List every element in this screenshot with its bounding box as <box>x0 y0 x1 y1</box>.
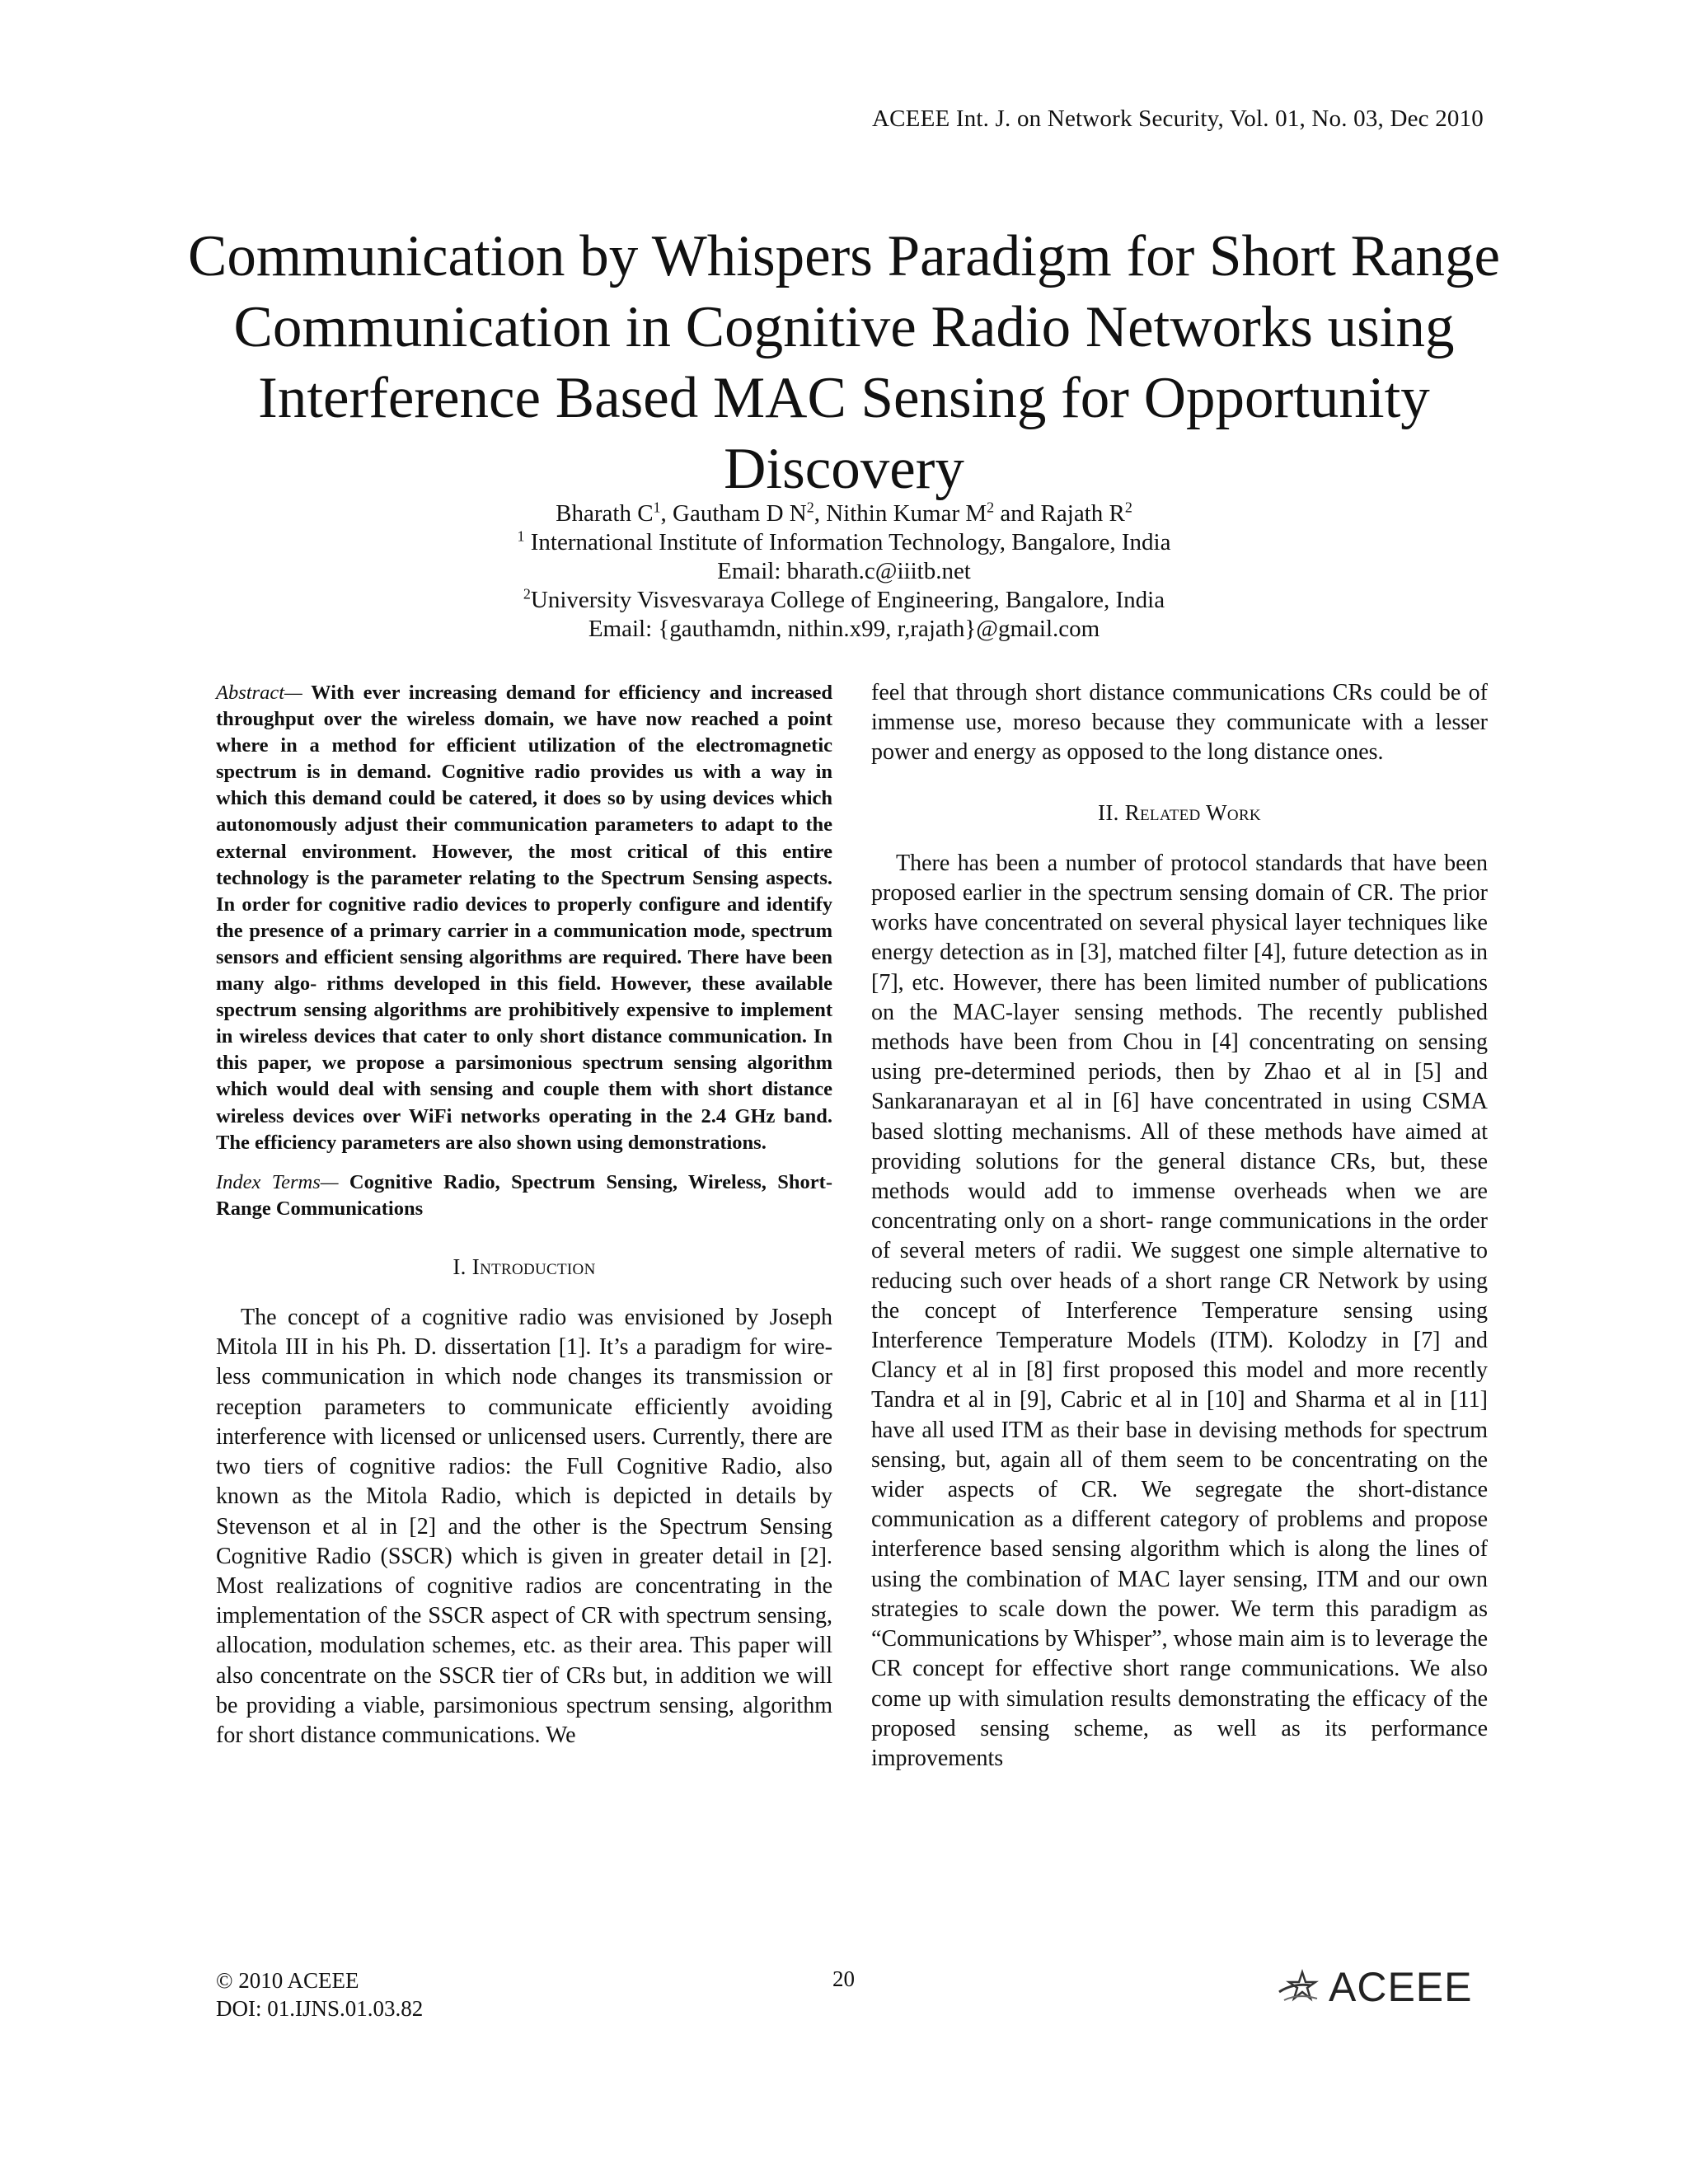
footer-info <box>216 1966 423 2022</box>
star-swoosh-icon <box>1278 1967 1329 2007</box>
aceee-logo <box>1278 1964 1473 2010</box>
author-name: , Gautham D N <box>660 500 807 527</box>
right-column <box>871 678 1488 1774</box>
affiliation-marker: 1 <box>517 527 525 545</box>
page-number: 20 <box>832 1966 855 1991</box>
logo-text: ACEEE <box>1329 1964 1473 2010</box>
affiliation-2: $^2$University Visvesvaraya College of Engineering, Bangalore, India <box>523 585 1165 613</box>
index-terms-text: Cognitive Radio, Spectrum Sensing, Wireless, Short-Range Communications <box>216 1170 832 1220</box>
abstract-text: With ever increasing demand for efficiency and increased throughput over the wireless domain, we have now reached a point where in a method for efficient utilization of the electromagnetic spectrum is in demand. Cognitive radio provides us with a way in which this demand could be catered, it does so by using devices which autonomously adjust their communication parameters to adapt to the external environment. However, the most critical of this entire technology is the parameter relating to the Spectrum Sensing aspects. In order for cognitive radio devices to properly configure and identify the presence of a primary carrier in a communication mode, spectrum sensors and efficient sensing algorithms are required. There have been many algo- rithms developed in this field. However, these available spectrum sensing algorithms are prohibitively expensive to implement in wireless devices that cater to only short distance communication. In this paper, we propose a parsimonious spectrum sensing algorithm which would deal with sensing and couple them with short distance wireless devices over WiFi networks operating in the 2.4 GHz band. The efficiency parameters are also shown using demonstrations. <box>216 682 832 1154</box>
affiliation-marker: 1 <box>653 499 661 516</box>
related-work-paragraph: There has been a number of protocol standards that have been proposed earlier in the spectrum sensing domain of CR. The prior works have concentrated on several physical layer techniques like energy detection as in [3], matched filter [4], future detection as in [7], etc. However, there has been limited number of publications on the MAC-layer sensing methods. The recently published methods have been from Chou in [4] concentrating on sensing using pre-determined periods, then by Zhao et al in [5] and Sankaranarayan et al in [6] have concentrated in using CSMA based slotting mechanisms. All of these methods have aimed at providing solutions for the general distance CRs, but, these methods would add to immense overheads when we are concentrating only on a short- range communications in the order of several meters of radii. We suggest one simple alternative to reducing such over heads of a short range CR Network by using the concept of Interference Temperature sensing using Interference Temperature Models (ITM). Kolodzy in [7] and Clancy et al in [8] first proposed this model and more recently Tandra et al in [9], Cabric et al in [10] and Sharma et al in [11] have all used ITM as their base in devising methods for spectrum sensing, but, again all of them seem to be concentrating on the wider aspects of CR. We segregate the short-distance communication as a different category of problems and propose interference based sensing algorithm which is along the lines of using the combination of MAC layer sensing, ITM and our own strategies to scale down the power. We term this paradigm as “Communications by Whisper”, whose main aim is to leverage the CR concept for effective short range communications. We also come up with simulation results demonstrating the efficacy of the proposed sensing scheme, as well as its performance improvements <box>871 850 1488 1771</box>
journal-header: ACEEE Int. J. on Network Security, Vol. 01, No. 03, Dec 2010 <box>871 105 1484 132</box>
affiliation-marker: 2 <box>806 499 814 516</box>
index-terms-label: Index Terms— <box>216 1170 339 1193</box>
author-block <box>165 499 1523 644</box>
author-name: Bharath C <box>556 500 654 527</box>
index-terms <box>216 1169 832 1222</box>
author-name: and Rajath R <box>994 500 1125 527</box>
author-list <box>165 499 1523 528</box>
section-heading-introduction: I. Introduction <box>452 1254 596 1279</box>
continuation-paragraph: feel that through short distance communications CRs could be of immense use, moreso because they communicate with a lesser power and energy as opposed to the long distance ones. <box>871 680 1488 766</box>
email-1: Email: bharath.c@iiitb.net <box>717 558 971 584</box>
paper-title: Communication by Whispers Paradigm for Short Range Communication in Cognitive Radio Networks using Interference Based MAC Sensing for Opportunity Discovery <box>187 224 1501 501</box>
doi-text: DOI: 01.IJNS.01.03.82 <box>216 1996 424 2021</box>
abstract <box>216 680 832 1156</box>
introduction-paragraph: The concept of a cognitive radio was envisioned by Joseph Mitola III in his Ph. D. dissertation [1]. It’s a paradigm for wire- less communication in which node changes its transmission or reception parameters to communicate efficiently avoiding interference with licensed or unlicensed users. Currently, there are two tiers of cognitive radios: the Full Cognitive Radio, also known as the Mitola Radio, which is depicted in details by Stevenson et al in [2] and the other is the Spectrum Sensing Cognitive Radio (SSCR) which is given in greater detail in [2]. Most realizations of cognitive radios are concentrating in the implementation of the SSCR aspect of CR with spectrum sensing, allocation, modulation schemes, etc. as their area. This paper will also concentrate on the SSCR tier of CRs but, in addition we will be providing a viable, parsimonious spectrum sensing, algorithm for short distance communications. We <box>216 1305 832 1748</box>
copyright-text: © 2010 ACEEE <box>216 1968 359 1993</box>
author-name: , Nithin Kumar M <box>814 500 987 527</box>
affiliation-marker: 2 <box>987 499 995 516</box>
left-column <box>216 680 832 1750</box>
affiliation-marker: 2 <box>1124 499 1132 516</box>
affiliation-marker: 2 <box>523 585 531 602</box>
abstract-label: Abstract— <box>216 682 302 704</box>
section-heading-related-work: II. Related Work <box>1098 799 1261 825</box>
email-2: Email: {gauthamdn, nithin.x99, r,rajath}@gmail.com <box>588 616 1100 642</box>
affiliation-1: $^1$ International Institute of Information Technology, Bangalore, India <box>517 527 1171 555</box>
